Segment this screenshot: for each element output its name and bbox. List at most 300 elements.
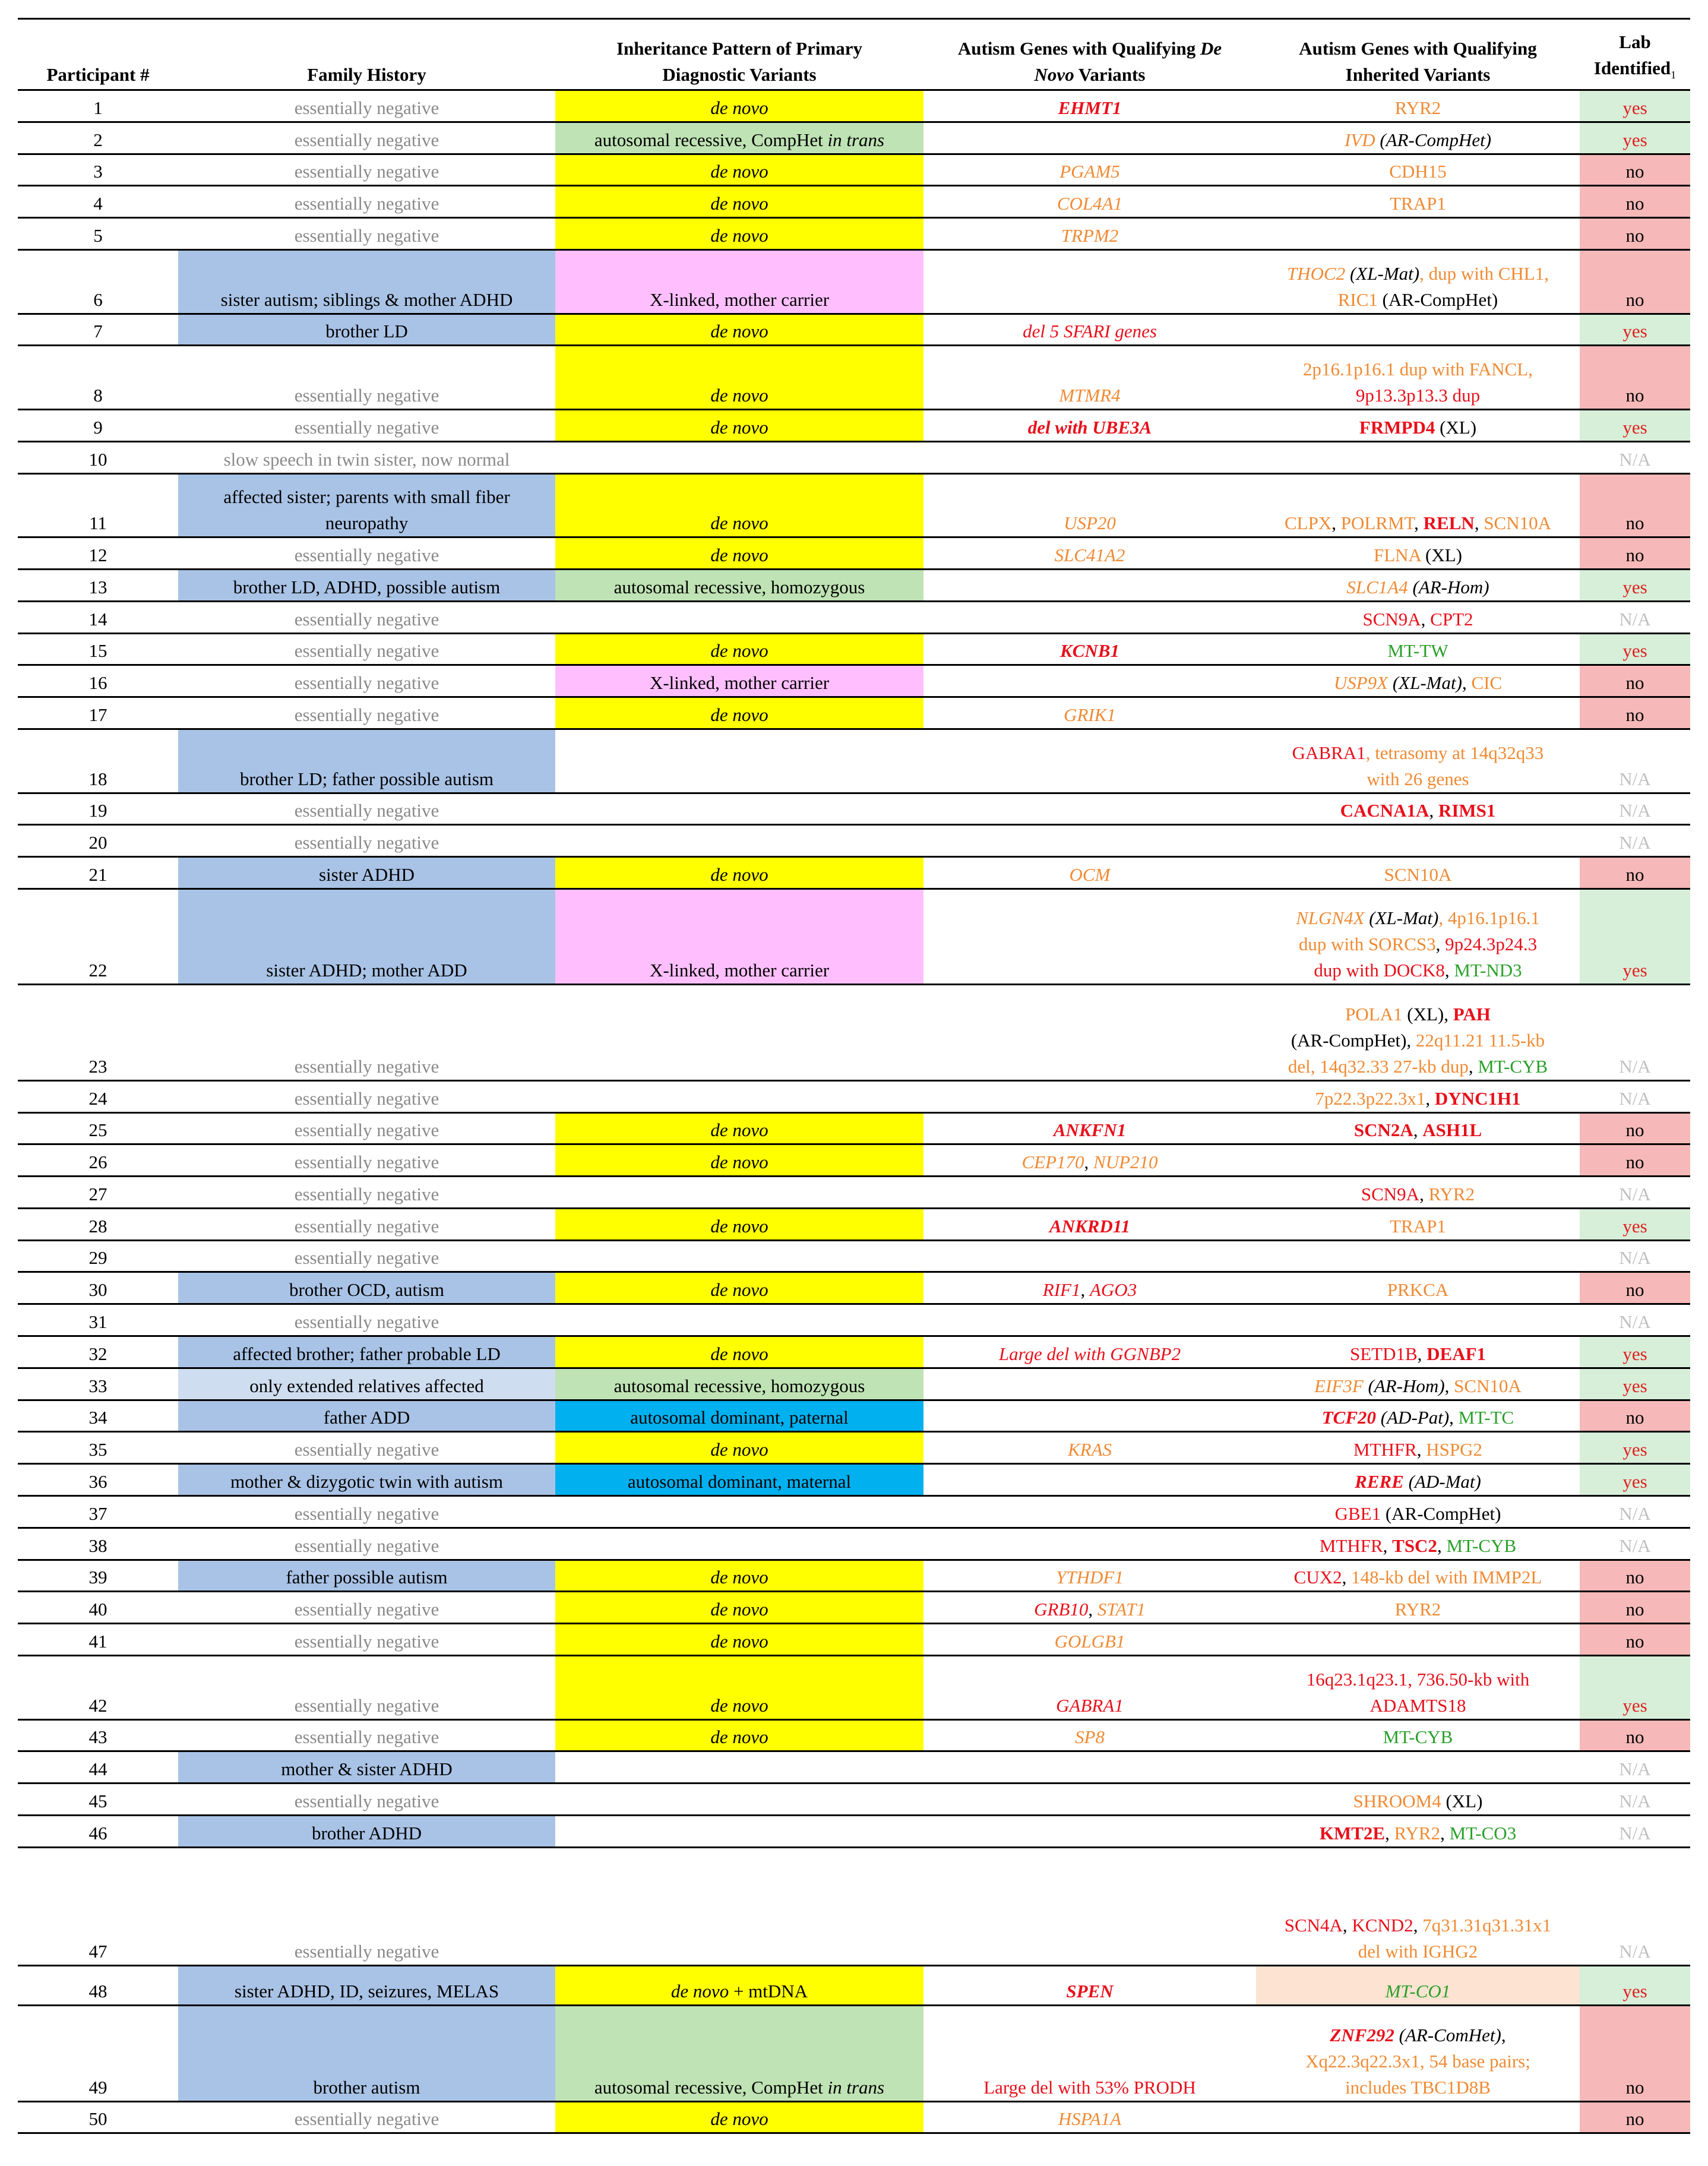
cell-text: del, 14q32.33 27-kb dup [1288, 1055, 1469, 1077]
inheritance-cell [555, 825, 923, 857]
cell-text: NLGN4X [1296, 907, 1365, 929]
table-row [18, 90, 1690, 122]
inherited-genes-cell [1256, 1400, 1580, 1432]
participant-number: 40 [18, 1592, 178, 1624]
family-history-cell: essentially negative [178, 1112, 555, 1144]
lab-identified-cell: no [1580, 1400, 1690, 1432]
inheritance-cell [555, 1847, 923, 1965]
denovo-genes-cell [923, 1304, 1256, 1336]
lab-identified-cell: no [1580, 537, 1690, 570]
lab-identified-cell: no [1580, 186, 1690, 218]
lab-identified-cell: no [1580, 346, 1690, 410]
denovo-genes-cell [923, 1272, 1256, 1304]
family-history-cell: brother autism [178, 2006, 555, 2101]
cell-text: , [1331, 513, 1341, 534]
cell-text: , [1342, 1567, 1352, 1588]
lab-identified-cell: no [1580, 218, 1690, 250]
participant-number: 39 [18, 1560, 178, 1592]
family-history-cell: brother LD, ADHD, possible autism [178, 569, 555, 601]
cell-text: MT-CO3 [1449, 1822, 1517, 1844]
table-row [18, 665, 1690, 697]
header-inherited-line2: Inherited Variants [1345, 64, 1491, 85]
denovo-genes-cell [923, 2101, 1256, 2133]
lab-identified-cell: N/A [1580, 1816, 1690, 1848]
cell-text: SCN10A [1484, 513, 1552, 534]
cell-text: de novo [710, 704, 768, 725]
inherited-genes-cell [1256, 249, 1580, 314]
lab-identified-cell: no [1580, 1560, 1690, 1592]
cell-text: GABRA1 [1056, 1694, 1124, 1716]
inherited-genes-cell [1256, 857, 1580, 889]
cell-text: , [1501, 2024, 1506, 2045]
cell-text: autosomal recessive, homozygous [613, 1375, 865, 1396]
cell-text: KCND2 [1352, 1914, 1413, 1936]
cell-text: CIC [1471, 672, 1503, 694]
lab-identified-cell: N/A [1580, 601, 1690, 633]
family-history-cell: essentially negative [178, 186, 555, 218]
denovo-genes-cell [923, 122, 1256, 154]
family-history-cell: sister ADHD, ID, seizures, MELAS [178, 1965, 555, 2005]
cell-text: MT-CYB [1383, 1727, 1453, 1748]
cell-text: COL4A1 [1057, 193, 1123, 214]
participant-number: 49 [18, 2006, 178, 2101]
inheritance-cell [555, 1624, 923, 1656]
denovo-genes-cell [923, 665, 1256, 697]
participant-number: 13 [18, 569, 178, 601]
cell-text: NUP210 [1093, 1152, 1158, 1173]
cell-text: dup with SORCS3 [1298, 934, 1436, 955]
lab-identified-cell: no [1580, 154, 1690, 186]
denovo-genes-cell [923, 888, 1256, 984]
denovo-genes-cell [923, 1965, 1256, 2005]
cell-text: de novo [710, 161, 768, 182]
family-history-cell: essentially negative [178, 1719, 555, 1751]
cell-text: de novo [710, 1599, 768, 1620]
cell-text: , [1383, 1535, 1393, 1556]
inheritance-cell [555, 1592, 923, 1624]
participant-number: 50 [18, 2101, 178, 2133]
participant-number: 33 [18, 1368, 178, 1400]
table-row [18, 122, 1690, 154]
participant-number: 24 [18, 1080, 178, 1112]
cell-text: , [1444, 960, 1454, 981]
inherited-genes-cell [1256, 1272, 1580, 1304]
participant-number: 32 [18, 1336, 178, 1368]
participant-number: 19 [18, 793, 178, 825]
cell-text: MT-TW [1387, 640, 1448, 662]
family-history-cell: essentially negative [178, 1496, 555, 1528]
family-history-cell: essentially negative [178, 2101, 555, 2133]
lab-identified-cell: N/A [1580, 1784, 1690, 1816]
cell-text: de novo [710, 1343, 768, 1364]
family-history-cell: essentially negative [178, 1080, 555, 1112]
family-history-cell: essentially negative [178, 793, 555, 825]
inheritance-cell [555, 888, 923, 984]
lab-identified-cell: N/A [1580, 1177, 1690, 1209]
cell-text: TRAP1 [1390, 1215, 1446, 1237]
inherited-genes-cell [1256, 1751, 1580, 1784]
participant-number: 9 [18, 409, 178, 441]
denovo-genes-cell [923, 729, 1256, 793]
inherited-genes-cell [1256, 90, 1580, 122]
family-history-cell: essentially negative [178, 697, 555, 729]
lab-identified-cell: N/A [1580, 1240, 1690, 1272]
cell-text: autosomal recessive, CompHet [594, 129, 828, 150]
table-row [18, 888, 1690, 984]
participant-number: 10 [18, 441, 178, 473]
cell-text: PAH [1453, 1003, 1491, 1024]
denovo-genes-cell [923, 1656, 1256, 1720]
cell-text: EHMT1 [1058, 97, 1122, 118]
table-row [18, 1528, 1690, 1560]
cell-text: de novo [710, 640, 768, 662]
cell-text: Large del with GGNBP2 [998, 1343, 1181, 1364]
cell-text: del 5 SFARI genes [1023, 321, 1157, 342]
cell-text: in trans [827, 2076, 885, 2098]
participant-number: 43 [18, 1719, 178, 1751]
inherited-genes-cell [1256, 1464, 1580, 1496]
participant-number: 25 [18, 1112, 178, 1144]
cell-text: (AR-ComHet) [1394, 2024, 1501, 2045]
cell-text: ZNF292 [1330, 2024, 1394, 2045]
inheritance-cell [555, 633, 923, 665]
cell-text: DYNC1H1 [1434, 1087, 1521, 1109]
family-history-cell: essentially negative [178, 122, 555, 154]
cell-text: PGAM5 [1059, 161, 1120, 182]
cell-text: , [1088, 1599, 1097, 1620]
inheritance-cell [555, 1784, 923, 1816]
cell-text: SLC1A4 [1346, 576, 1408, 597]
inheritance-cell [555, 346, 923, 410]
cell-text: 16q23.1q23.1, 736.50-kb with [1306, 1668, 1530, 1690]
inherited-genes-cell [1256, 985, 1580, 1080]
inherited-genes-cell [1256, 1304, 1580, 1336]
lab-identified-cell: yes [1580, 888, 1690, 984]
family-history-cell: essentially negative [178, 537, 555, 570]
inheritance-cell [555, 1272, 923, 1304]
denovo-genes-cell [923, 569, 1256, 601]
cell-text: CUX2 [1293, 1567, 1342, 1588]
cell-text: USP9X [1333, 672, 1388, 694]
cell-text: X-linked, mother carrier [649, 672, 830, 694]
inheritance-cell [555, 1112, 923, 1144]
family-history-cell: essentially negative [178, 90, 555, 122]
cell-text: , [1342, 1914, 1352, 1936]
cell-text: , [1080, 1279, 1090, 1301]
lab-identified-cell: yes [1580, 122, 1690, 154]
cell-text: MTHFR [1353, 1439, 1417, 1460]
cell-text: de novo [710, 1120, 768, 1141]
inherited-genes-cell [1256, 1719, 1580, 1751]
lab-identified-cell: N/A [1580, 825, 1690, 857]
cell-text: de novo [710, 1215, 768, 1237]
lab-identified-cell: N/A [1580, 1528, 1690, 1560]
cell-text: (XL) [1441, 1791, 1483, 1812]
cell-text: , [1429, 800, 1438, 821]
inheritance-cell [555, 665, 923, 697]
cell-text: GRB10 [1034, 1599, 1089, 1620]
participant-number: 26 [18, 1144, 178, 1177]
lab-identified-cell: yes [1580, 1656, 1690, 1720]
family-history-cell: essentially negative [178, 665, 555, 697]
inheritance-cell [555, 1965, 923, 2005]
participant-number: 41 [18, 1624, 178, 1656]
cell-text: + mtDNA [729, 1981, 808, 2002]
cell-text: GRIK1 [1064, 704, 1116, 725]
family-history-cell: brother ADHD [178, 1816, 555, 1848]
cell-text: CPT2 [1430, 608, 1473, 630]
participant-number: 21 [18, 857, 178, 889]
inherited-genes-cell [1256, 665, 1580, 697]
table-row [18, 857, 1690, 889]
cell-text: , tetrasomy at 14q32q33 [1365, 742, 1544, 763]
cell-text: (XL-Mat) [1364, 907, 1439, 929]
inheritance-cell [555, 2006, 923, 2101]
cell-text: SCN10A [1384, 864, 1452, 885]
denovo-genes-cell [923, 1208, 1256, 1240]
denovo-genes-cell [923, 601, 1256, 633]
inheritance-cell [555, 1719, 923, 1751]
table-row [18, 601, 1690, 633]
inherited-genes-cell [1256, 601, 1580, 633]
inheritance-cell [555, 1400, 923, 1432]
header-lab-line2: Identified [1593, 57, 1671, 78]
table-row [18, 409, 1690, 441]
inherited-genes-cell [1256, 1432, 1580, 1464]
cell-text: RYR2 [1394, 1822, 1441, 1844]
inherited-genes-cell [1256, 154, 1580, 186]
cell-text: KRAS [1067, 1439, 1112, 1460]
inherited-genes-cell [1256, 1847, 1580, 1965]
inherited-genes-cell [1256, 409, 1580, 441]
header-denovo-genes [923, 19, 1256, 90]
lab-identified-cell: N/A [1580, 1847, 1690, 1965]
family-history-cell: mother & sister ADHD [178, 1751, 555, 1784]
cell-text: de novo [710, 1439, 768, 1460]
cell-text: Xq22.3q22.3x1, 54 base pairs; [1305, 2050, 1530, 2072]
cell-text: 9p24.3p24.3 [1445, 934, 1538, 955]
denovo-genes-cell [923, 1368, 1256, 1400]
inheritance-cell [555, 1496, 923, 1528]
family-history-cell: essentially negative [178, 1847, 555, 1965]
denovo-genes-cell [923, 1816, 1256, 1848]
lab-identified-cell: yes [1580, 314, 1690, 346]
cell-text: MT-ND3 [1454, 960, 1522, 981]
denovo-genes-cell [923, 1751, 1256, 1784]
cell-text: (AD-Pat) [1376, 1407, 1450, 1428]
cell-text: (AR-Hom) [1363, 1375, 1445, 1396]
denovo-genes-cell [923, 1847, 1256, 1965]
participant-number: 37 [18, 1496, 178, 1528]
cell-text: 2p16.1p16.1 dup with FANCL, [1303, 358, 1533, 380]
inherited-genes-cell [1256, 537, 1580, 570]
inherited-genes-cell [1256, 888, 1580, 984]
family-history-cell: mother & dizygotic twin with autism [178, 1464, 555, 1496]
header-inherited-line1: Autism Genes with Qualifying [1299, 38, 1537, 59]
cell-text: ASH1L [1422, 1120, 1482, 1141]
inherited-genes-cell [1256, 1656, 1580, 1720]
cell-text: KCNB1 [1060, 640, 1119, 662]
header-lab-footnote: 1 [1671, 69, 1677, 81]
cell-text: , [1419, 1183, 1429, 1204]
cell-text: MTHFR [1319, 1535, 1383, 1556]
family-history-cell: essentially negative [178, 1432, 555, 1464]
participant-number: 42 [18, 1656, 178, 1720]
denovo-genes-cell [923, 857, 1256, 889]
inheritance-cell [555, 1464, 923, 1496]
cell-text: autosomal dominant, maternal [627, 1471, 852, 1493]
cell-text: CDH15 [1389, 161, 1447, 182]
cell-text: de novo [710, 97, 768, 118]
cell-text: de novo [710, 384, 768, 406]
table-header [18, 19, 1690, 90]
cell-text: 148-kb del with IMMP2L [1351, 1567, 1542, 1588]
inherited-genes-cell [1256, 825, 1580, 857]
cell-text: MT-CYB [1446, 1535, 1517, 1556]
participant-number: 30 [18, 1272, 178, 1304]
denovo-genes-cell [923, 441, 1256, 473]
inherited-genes-cell [1256, 346, 1580, 410]
family-history-cell: essentially negative [178, 985, 555, 1080]
cell-text: THOC2 [1287, 263, 1346, 284]
inheritance-cell [555, 793, 923, 825]
denovo-genes-cell [923, 186, 1256, 218]
denovo-genes-cell [923, 1240, 1256, 1272]
variants-table [18, 18, 1690, 2134]
cell-text: , [1416, 1439, 1427, 1460]
cell-text: , [1385, 1822, 1394, 1844]
cell-text: de novo [710, 1152, 768, 1173]
cell-text: , [1474, 513, 1484, 534]
participant-number: 5 [18, 218, 178, 250]
denovo-genes-cell [923, 249, 1256, 314]
inheritance-cell [555, 601, 923, 633]
inherited-genes-cell [1256, 1208, 1580, 1240]
table-row [18, 633, 1690, 665]
cell-text: (XL), [1402, 1003, 1453, 1024]
inherited-genes-cell [1256, 1368, 1580, 1400]
cell-text: RYR2 [1394, 97, 1441, 118]
cell-text: autosomal dominant, paternal [630, 1407, 849, 1428]
cell-text: CEP170 [1021, 1152, 1084, 1173]
lab-identified-cell: N/A [1580, 793, 1690, 825]
cell-text: (AR-CompHet), [1291, 1029, 1416, 1051]
cell-text: de novo [710, 1727, 768, 1748]
cell-text: ANKFN1 [1053, 1120, 1127, 1141]
inherited-genes-cell [1256, 1336, 1580, 1368]
table-row [18, 2006, 1690, 2101]
family-history-cell: essentially negative [178, 1240, 555, 1272]
inheritance-cell [555, 1208, 923, 1240]
table-row [18, 2101, 1690, 2133]
family-history-cell: brother LD [178, 314, 555, 346]
family-history-cell: essentially negative [178, 1208, 555, 1240]
lab-identified-cell: no [1580, 1624, 1690, 1656]
inherited-genes-cell [1256, 1240, 1580, 1272]
denovo-genes-cell [923, 154, 1256, 186]
cell-text: de novo [710, 193, 768, 214]
participant-number: 35 [18, 1432, 178, 1464]
cell-text: X-linked, mother carrier [649, 289, 830, 310]
inheritance-cell [555, 441, 923, 473]
lab-identified-cell: yes [1580, 1336, 1690, 1368]
denovo-genes-cell [923, 346, 1256, 410]
table-row [18, 186, 1690, 218]
inherited-genes-cell [1256, 569, 1580, 601]
family-history-cell: sister ADHD; mother ADD [178, 888, 555, 984]
family-history-cell: affected sister; parents with small fiber neuropathy [178, 473, 555, 537]
table-row [18, 825, 1690, 857]
table-row [18, 218, 1690, 250]
lab-identified-cell: no [1580, 1592, 1690, 1624]
cell-text: , [1437, 1535, 1447, 1556]
lab-identified-cell: no [1580, 1719, 1690, 1751]
cell-text: (AR-CompHet) [1375, 129, 1492, 150]
participant-number: 48 [18, 1965, 178, 2005]
participant-number: 2 [18, 122, 178, 154]
denovo-genes-cell [923, 409, 1256, 441]
cell-text: STAT1 [1097, 1599, 1146, 1620]
lab-identified-cell: no [1580, 697, 1690, 729]
cell-text: , [1084, 1152, 1094, 1173]
family-history-cell: essentially negative [178, 218, 555, 250]
cell-text: de novo [710, 544, 768, 565]
table-row [18, 249, 1690, 314]
lab-identified-cell: yes [1580, 1208, 1690, 1240]
denovo-genes-cell [923, 90, 1256, 122]
inheritance-cell [555, 1368, 923, 1400]
inherited-genes-cell [1256, 314, 1580, 346]
denovo-genes-cell [923, 473, 1256, 537]
inheritance-cell [555, 1144, 923, 1177]
inherited-genes-cell [1256, 1177, 1580, 1209]
cell-text: USP20 [1064, 513, 1116, 534]
lab-identified-cell: yes [1580, 1965, 1690, 2005]
participant-number: 3 [18, 154, 178, 186]
cell-text: (XL) [1435, 416, 1477, 438]
cell-text: (XL-Mat) [1388, 672, 1462, 694]
lab-identified-cell: no [1580, 249, 1690, 314]
table-row [18, 1080, 1690, 1112]
participant-number: 12 [18, 537, 178, 570]
inherited-genes-cell [1256, 2101, 1580, 2133]
lab-identified-cell: N/A [1580, 985, 1690, 1080]
family-history-cell: only extended relatives affected [178, 1368, 555, 1400]
table-row [18, 537, 1690, 570]
cell-text: MT-TC [1458, 1407, 1514, 1428]
cell-text: (AR-CompHet) [1381, 1503, 1501, 1524]
denovo-genes-cell [923, 1592, 1256, 1624]
table-row [18, 154, 1690, 186]
cell-text: de novo [710, 1694, 768, 1716]
table-row [18, 314, 1690, 346]
family-history-cell: essentially negative [178, 409, 555, 441]
participant-number: 7 [18, 314, 178, 346]
cell-text: HSPG2 [1426, 1439, 1483, 1460]
cell-text: , [1413, 1120, 1423, 1141]
inheritance-cell [555, 1336, 923, 1368]
participant-number: 45 [18, 1784, 178, 1816]
cell-text: POLA1 [1345, 1003, 1403, 1024]
cell-text: TCF20 [1321, 1407, 1377, 1428]
inheritance-cell [555, 1560, 923, 1592]
inherited-genes-cell [1256, 122, 1580, 154]
table-row [18, 473, 1690, 537]
participant-number: 31 [18, 1304, 178, 1336]
inheritance-cell [555, 1432, 923, 1464]
header-denovo-de: De [1200, 38, 1222, 59]
inherited-genes-cell [1256, 218, 1580, 250]
